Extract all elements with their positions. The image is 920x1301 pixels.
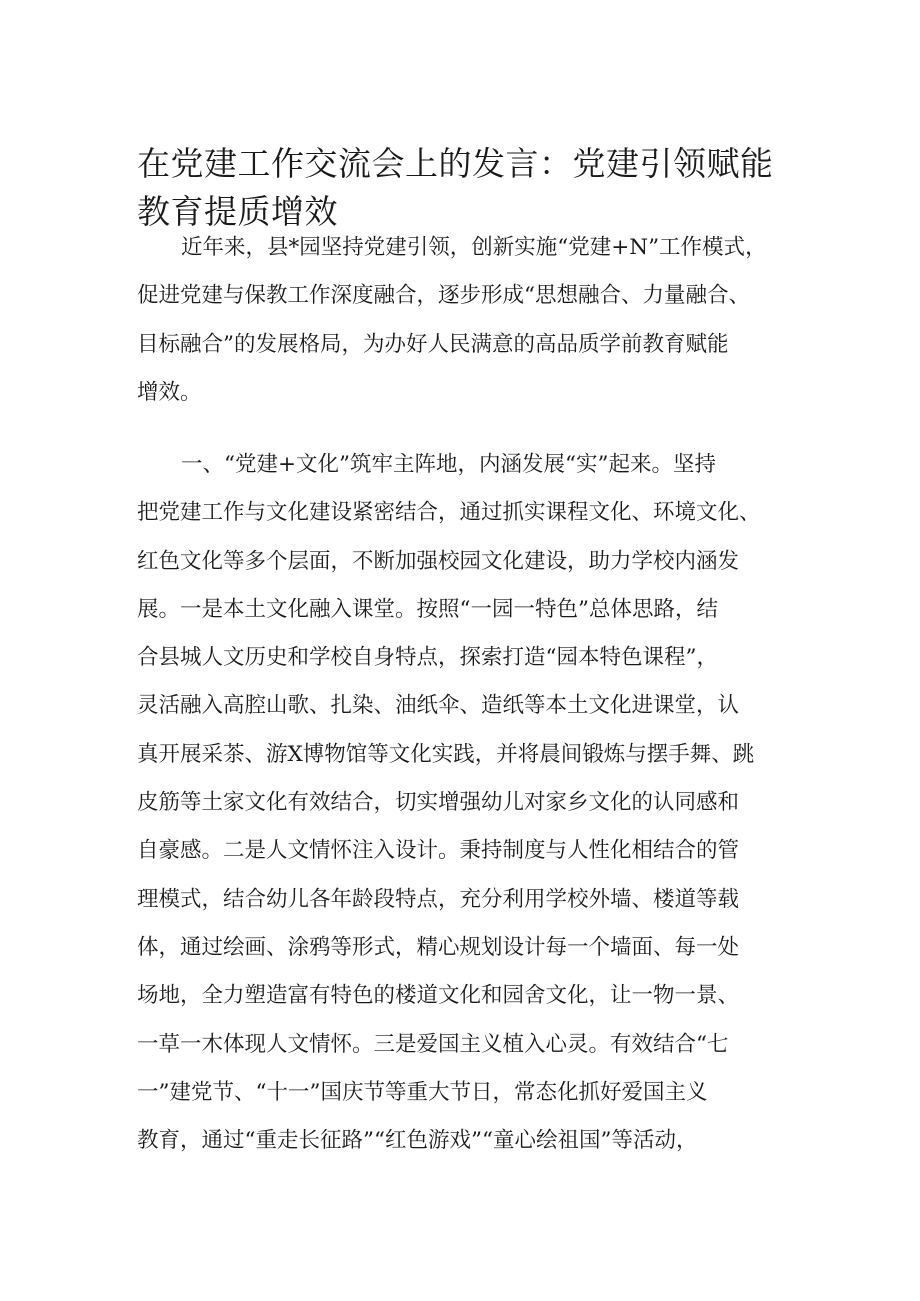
paragraph-line: 把党建工作与文化建设紧密结合，通过抓实课程文化、环境文化、: [137, 500, 761, 526]
paragraph-line: 真开展采茶、游X博物馆等文化实践，并将晨间锻炼与摆手舞、跳: [137, 741, 755, 767]
title-line: 教育提质增效: [137, 192, 338, 231]
paragraph-line: 灵活融入高腔山歌、扎染、油纸伞、造纸等本土文化进课堂，认: [137, 693, 740, 719]
paragraph-line: 场地，全力塑造富有特色的楼道文化和园舍文化，让一物一景、: [137, 983, 740, 1009]
paragraph-line: 合县城人文历史和学校自身特点，探索打造“园本特色课程”，: [137, 645, 718, 671]
paragraph-intro: [137, 224, 797, 417]
paragraph-line: 皮筋等土家文化有效结合，切实增强幼儿对家乡文化的认同感和: [137, 790, 740, 816]
title-line: 在党建工作交流会上的发言：党建引领赋能: [137, 144, 774, 183]
paragraph-line: 一”建党节、“十一”国庆节等重大节日，常态化抓好爱国主义: [137, 1079, 708, 1105]
document-title: [137, 140, 797, 236]
paragraph-line: 一草一木体现人文情怀。三是爱国主义植入心灵。有效结合“七: [137, 1031, 729, 1057]
paragraph-line: 展。一是本土文化融入课堂。按照“一园一特色”总体思路，结: [137, 596, 718, 622]
paragraph-line: 近年来，县*园坚持党建引领，创新实施“党建+N”工作模式，: [181, 235, 767, 260]
paragraph-section-one: [137, 441, 797, 1165]
paragraph-line: 体，通过绘画、涂鸦等形式，精心规划设计每一个墙面、每一处: [137, 934, 740, 960]
paragraph-line: 红色文化等多个层面，不断加强校园文化建设，助力学校内涵发: [137, 548, 740, 574]
paragraph-line: 自豪感。二是人文情怀注入设计。秉持制度与人性化相结合的管: [137, 838, 740, 864]
paragraph-line: 增效。: [137, 379, 202, 405]
paragraph-line: 目标融合”的发展格局，为办好人民满意的高品质学前教育赋能: [137, 331, 729, 357]
paragraph-line: 促进党建与保教工作深度融合，逐步形成“思想融合、力量融合、: [137, 283, 750, 309]
paragraph-line: 教育，通过“重走长征路”“红色游戏”“童心绘祖国”等活动，: [137, 1128, 698, 1154]
paragraph-line: 一、“党建+文化”筑牢主阵地，内涵发展“实”起来。坚持: [181, 452, 716, 477]
paragraph-line: 理模式，结合幼儿各年龄段特点，充分利用学校外墙、楼道等载: [137, 886, 740, 912]
